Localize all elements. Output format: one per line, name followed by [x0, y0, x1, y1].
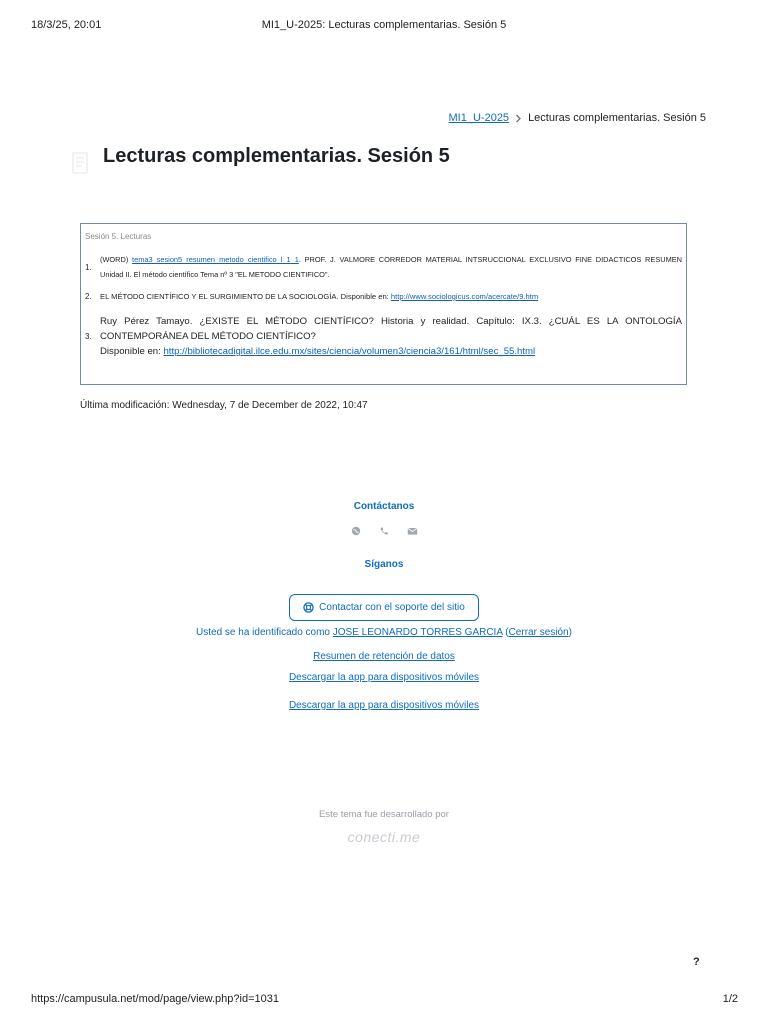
page-icon	[72, 152, 88, 174]
list-item-description: Ruy Pérez Tamayo. ¿EXISTE EL MÉTODO CIENTÍFICO? Historia y realidad. Capítulo: IX.3. ¿CUÁL ES LA ONTOLOGÍA CONTEMPORÁNEA DEL MÉTODO CIENTÍFICO?	[100, 316, 682, 342]
list-item	[85, 314, 682, 359]
lifebuoy-icon	[303, 602, 314, 613]
sociologicus-link[interactable]: http://www.sociologicus.com/acercate/9.htm	[390, 292, 539, 301]
available-at-label: Disponible en:	[100, 346, 164, 357]
logout-link[interactable]: Cerrar sesión	[508, 627, 569, 638]
print-footer-url: https://campusula.net/mod/page/view.php?id=1031	[31, 993, 279, 1005]
list-item-number: 3.	[85, 332, 92, 341]
list-item-description: . PROF. J. VALMORE CORREDOR MATERIAL INTSRUCCIONAL EXCLUSIVO FINE DIDACTICOS RESUMEN Unidad II. El método científico Tema nº 3 "EL METODO CIENTIFICO".	[100, 255, 683, 279]
breadcrumb	[449, 112, 706, 124]
follow-heading: Síganos	[364, 559, 404, 570]
brand-logo[interactable]: conecti.me	[347, 829, 421, 845]
section-label: Sesión 5. Lecturas	[85, 232, 152, 241]
mobile-app-link[interactable]: Descargar la app para dispositivos móviles	[288, 672, 480, 683]
globe-icon[interactable]	[351, 526, 361, 536]
contact-icons	[0, 526, 768, 536]
print-header-title: MI1_U-2025: Lecturas complementarias. Sesión 5	[261, 19, 507, 31]
biblioteca-digital-link[interactable]: http://bibliotecadigital.ilce.edu.mx/sites/ciencia/volumen3/ciencia3/161/html/sec_55.html	[163, 346, 536, 357]
logged-in-info	[0, 627, 768, 638]
logged-in-prefix: Usted se ha identificado como	[196, 627, 333, 638]
breadcrumb-current: Lecturas complementarias. Sesión 5	[528, 112, 706, 124]
last-modified: Última modificación: Wednesday, 7 de December de 2022, 10:47	[80, 400, 368, 411]
chevron-right-icon	[515, 114, 522, 123]
data-retention-link[interactable]: Resumen de retención de datos	[313, 651, 455, 662]
list-item	[85, 291, 682, 303]
list-item	[85, 252, 682, 282]
list-item-number: 2.	[85, 292, 92, 301]
list-item-text	[100, 252, 682, 282]
breadcrumb-course-link[interactable]: MI1_U-2025	[448, 112, 510, 124]
content-box	[80, 223, 687, 385]
word-document-link[interactable]: tema3_sesion5_resumen_metodo_cientifico_l_1_1	[132, 255, 299, 264]
list-item-text	[100, 314, 682, 359]
data-retention-row	[0, 651, 768, 662]
paren-open: (	[502, 627, 509, 638]
list-item-description: EL MÉTODO CIENTÍFICO Y EL SURGIMIENTO DE LA SOCIOLOGÍA. Disponible en:	[100, 292, 391, 301]
contact-support-label: Contactar con el soporte del sitio	[319, 602, 465, 613]
contact-support-button[interactable]	[289, 594, 479, 621]
list-item-number: 1.	[85, 262, 92, 272]
print-header-datetime: 18/3/25, 20:01	[31, 19, 102, 31]
page-title: Lecturas complementarias. Sesión 5	[103, 145, 450, 167]
phone-icon[interactable]	[379, 526, 389, 536]
mobile-app-row-2	[0, 700, 768, 711]
user-profile-link[interactable]: JOSE LEONARDO TORRES GARCIA	[332, 627, 503, 638]
list-item-prefix: (WORD)	[100, 255, 133, 264]
envelope-icon[interactable]	[407, 526, 418, 536]
print-footer-page: 1/2	[722, 993, 738, 1005]
contact-heading: Contáctanos	[353, 501, 415, 512]
list-item-text	[100, 291, 682, 303]
help-button[interactable]: ?	[693, 956, 700, 968]
mobile-app-link-2[interactable]: Descargar la app para dispositivos móviles	[288, 700, 480, 711]
mobile-app-row	[0, 672, 768, 683]
paren-close: )	[568, 627, 572, 638]
theme-credit: Este tema fue desarrollado por	[319, 809, 449, 820]
